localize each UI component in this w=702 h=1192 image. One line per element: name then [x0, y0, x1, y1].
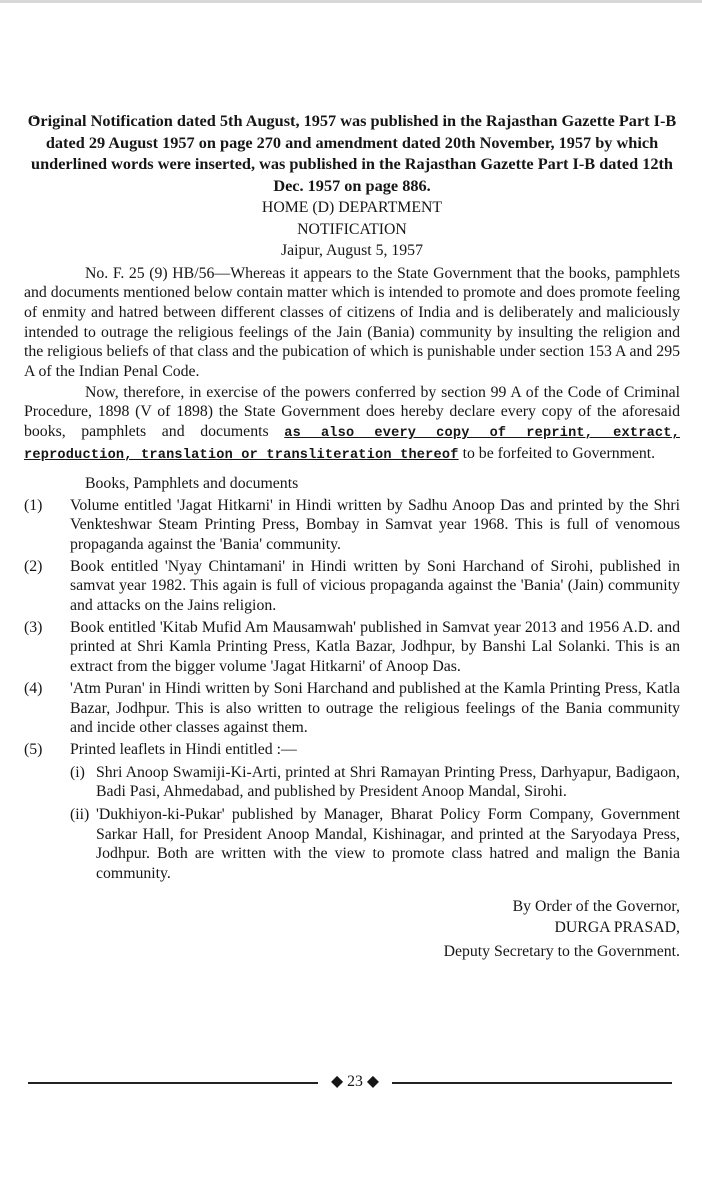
- list-item: [24, 557, 680, 616]
- item-text: 'Atm Puran' in Hindi written by Soni Harchand and published at the Kamla Printing Press, Katla Bazar, Jodhpur. This is also written to outrage the religious feelings of the Bania community and incide other classes against them.: [70, 679, 680, 737]
- page-number: ◆ 23 ◆: [331, 1073, 379, 1090]
- page-footer: [28, 1071, 672, 1093]
- item-number: (1): [24, 496, 43, 514]
- notification-heading: NOTIFICATION: [297, 220, 407, 238]
- footer-rule-right: [392, 1082, 672, 1084]
- subitem-text: Shri Anoop Swamiji-Ki-Arti, printed at Shri Ramayan Printing Press, Darhyapur, Badigaon, Badi Pasi, Ahmedabad, and published by President Anoop Mandal, Sirohi.: [96, 763, 680, 801]
- footer-rule-left: [28, 1082, 318, 1084]
- list-heading: Books, Pamphlets and documents: [85, 474, 299, 492]
- sub-list-item: [24, 763, 680, 802]
- list-item: [24, 618, 680, 677]
- item-text: Volume entitled 'Jagat Hitkarni' in Hindi written by Sadhu Anoop Das and printed by the Shri Venkteshwar Steam Printing Press, Bombay in Samvat year 1968. This is full of venomous propaganda against the 'Bania' community.: [70, 496, 680, 553]
- signatory-name: DURGA PRASAD,: [554, 918, 680, 936]
- declaration-paragraph: [24, 383, 680, 466]
- list-item: [24, 679, 680, 738]
- item-number: (4): [24, 679, 43, 697]
- signatory-title: Deputy Secretary to the Government.: [443, 942, 680, 960]
- item-text: Printed leaflets in Hindi entitled :—: [70, 740, 297, 758]
- top-border: [0, 0, 702, 3]
- signature-authority: By Order of the Governor,: [512, 897, 680, 915]
- item-number: (2): [24, 557, 43, 575]
- list-item: [24, 496, 680, 555]
- item-text: Book entitled 'Kitab Mufid Am Mausamwah' published in Samvat year 2013 and 1956 A.D. and printed at Shri Kamla Printing Press, Katla Bazar, Jodhpur, by Banshi Lal Solanki. This is an extract from the bigger volume 'Jagat Hitkarni' of Anoop Das.: [70, 618, 680, 676]
- subitem-text: 'Dukhiyon-ki-Pukar' published by Manager, Bharat Policy Form Company, Government Sarkar Hall, for President Anoop Mandal, Kishinagar, and printed at the Saryodaya Press, Jodhpur. Both are written with the view to promote class hatred and malign the Bania community.: [96, 806, 680, 883]
- underlined-amendment: as also every copy of reprint, extract, reproduction, translation or transliteration thereof: [24, 426, 681, 463]
- declaration-end: to be forfeited to Government.: [462, 444, 656, 462]
- preamble-paragraph: No. F. 25 (9) HB/56—Whereas it appears to the State Government that the books, pamphlets and documents mentioned below contain matter which is intended to promote and does promote feeling of enmity and hatred between different classes of citizens of India and is deliberately and maliciously intended to outrage the religious feelings of the Jain (Bania) community by insulting the religion and the religious beliefs of that class and the pubication of which is punishable under section 153 A and 295 A of the Indian Penal Code.: [24, 264, 680, 381]
- place-date: Jaipur, August 5, 1957: [281, 242, 423, 259]
- list-item: [24, 740, 680, 760]
- declaration-text: Now, therefore, in exercise of the powers conferred by section 99 A of the Code of Criminal Procedure, 1898 (V of 1898) the State Government does hereby declare every copy of the aforesaid books, pamphlets and documents: [24, 383, 680, 441]
- item-number: (3): [24, 618, 43, 636]
- signature-block: [24, 896, 680, 962]
- item-text: Book entitled 'Nyay Chintamani' in Hindi written by Soni Harchand of Sirohi, published in samvat year 1982. This again is full of vicious propaganda against the 'Bania' (Jain) community and attacks on the Jains religion.: [70, 557, 680, 615]
- department-heading: HOME (D) DEPARTMENT: [261, 199, 443, 216]
- subitem-number: (ii): [70, 806, 90, 824]
- document-page: [24, 110, 680, 962]
- subitem-number: (i): [70, 763, 85, 781]
- sub-list-item: [24, 805, 680, 884]
- publication-note: Original Notification dated 5th August, 1957 was published in the Rajasthan Gazette Part I-B dated 29 August 1957 on page 270 and amendment dated 20th November, 1957 by which underlined words were inserted, was published in the Rajasthan Gazette Part I-B dated 12th Dec. 1957 on page 886.: [27, 111, 677, 195]
- item-number: (5): [24, 740, 43, 758]
